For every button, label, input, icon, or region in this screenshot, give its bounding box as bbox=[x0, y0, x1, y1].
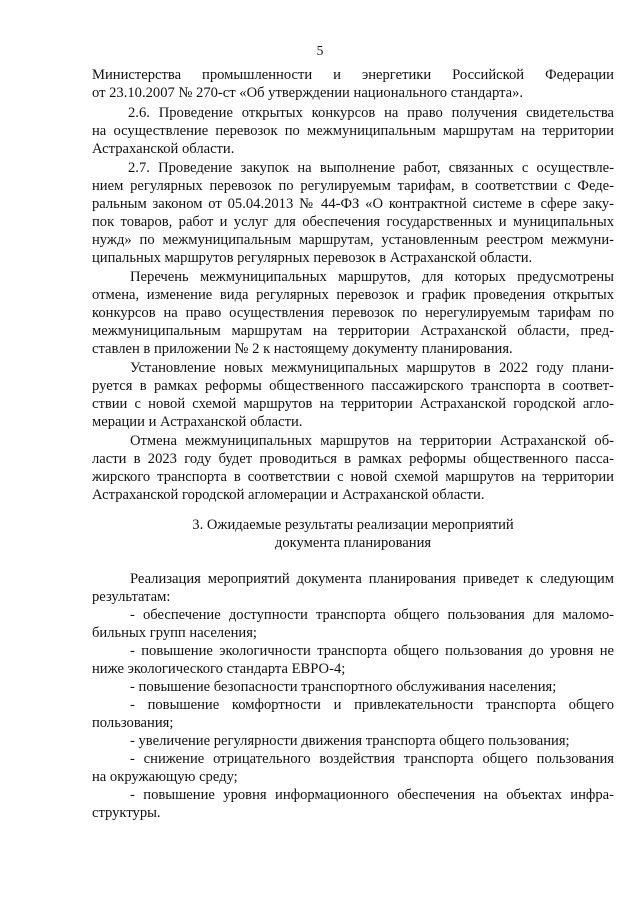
text-line: Перечень межмуниципальных маршрутов, для которых предусмотрены bbox=[130, 269, 614, 285]
text-line: ласти в 2023 году будет проводиться в рамках реформы общественного пасса- bbox=[92, 451, 614, 467]
text-line: конкурсов на право осуществления перевозок по нерегулируемым тарифам по bbox=[92, 305, 614, 321]
list-item: - увеличение регулярности движения транспорта общего пользования; bbox=[130, 733, 570, 749]
text-line: ниже экологического стандарта ЕВРО-4; bbox=[92, 661, 346, 677]
page-number: 5 bbox=[316, 43, 324, 58]
text-line: нужд» по межмуниципальным маршрутам, установленным реестром межмуни- bbox=[92, 232, 614, 248]
list-item: - повышение комфортности и привлекательности транспорта общего bbox=[130, 697, 614, 713]
text-line: Отмена межмуниципальных маршрутов на территории Астраханской об- bbox=[130, 433, 614, 449]
text-line: пользования; bbox=[92, 715, 174, 731]
text-line: Астраханской области. bbox=[92, 141, 235, 157]
text-line: ральным законом от 05.04.2013 № 44-ФЗ «О контрактной системе в сфере заку- bbox=[92, 196, 614, 212]
text-line: отмена, изменение вида регулярных перевозок и график проведения открытых bbox=[92, 287, 614, 303]
list-item: - повышение безопасности транспортного обслуживания населения; bbox=[130, 679, 557, 695]
list-item: - снижение отрицательного воздействия транспорта общего пользования bbox=[130, 751, 614, 767]
text-line: результатам: bbox=[92, 589, 171, 605]
text-line: 2.6. Проведение открытых конкурсов на право получения свидетельства bbox=[128, 105, 614, 121]
text-line: нием регулярных перевозок по регулируемым тарифам, в соответствии с Феде- bbox=[92, 178, 614, 194]
text-line: Астраханской городской агломерации и Астраханской области. bbox=[92, 487, 485, 503]
text-line: пок товаров, работ и услуг для обеспечения государственных и муниципальных bbox=[92, 214, 614, 230]
text-line: на осуществление перевозок по межмуниципальным маршрутам на территории bbox=[92, 123, 614, 139]
text-line: межмуниципальным маршрутам на территории Астраханской области, пред- bbox=[92, 323, 614, 339]
text-line: 2.7. Проведение закупок на выполнение работ, связанных с осуществле- bbox=[128, 160, 614, 176]
text-line: мерации и Астраханской области. bbox=[92, 414, 303, 430]
text-line: на окружающую среду; bbox=[92, 769, 238, 785]
section-heading: документа планирования bbox=[274, 535, 432, 551]
list-item: - повышение экологичности транспорта общего пользования до уровня не bbox=[130, 643, 614, 659]
text-line: Установление новых межмуниципальных маршрутов в 2022 году плани- bbox=[130, 360, 614, 376]
text-line: Министерства промышленности и энергетики Российской Федерации bbox=[92, 67, 614, 83]
text-line: бильных групп населения; bbox=[92, 625, 257, 641]
text-line: ствии с новой схемой маршрутов на территории Астраханской городской агло- bbox=[92, 396, 614, 412]
list-item: - повышение уровня информационного обеспечения на объектах инфра- bbox=[130, 787, 614, 803]
list-item: - обеспечение доступности транспорта общего пользования для маломо- bbox=[130, 607, 614, 623]
section-heading: 3. Ожидаемые результаты реализации мероприятий bbox=[192, 517, 514, 533]
text-line: ставлен в приложении № 2 к настоящему документу планирования. bbox=[92, 341, 513, 357]
text-line: ципальных маршрутов регулярных перевозок в Астраханской области. bbox=[92, 250, 533, 266]
text-line: Реализация мероприятий документа планирования приведет к следующим bbox=[130, 571, 614, 587]
text-line: жирского транспорта в соответствии с новой схемой маршрутов на территории bbox=[92, 469, 614, 485]
text-line: структуры. bbox=[92, 805, 161, 821]
text-line: руется в рамках реформы общественного пассажирского транспорта в соответ- bbox=[92, 378, 614, 394]
text-line: от 23.10.2007 № 270-ст «Об утверждении национального стандарта». bbox=[92, 85, 524, 101]
